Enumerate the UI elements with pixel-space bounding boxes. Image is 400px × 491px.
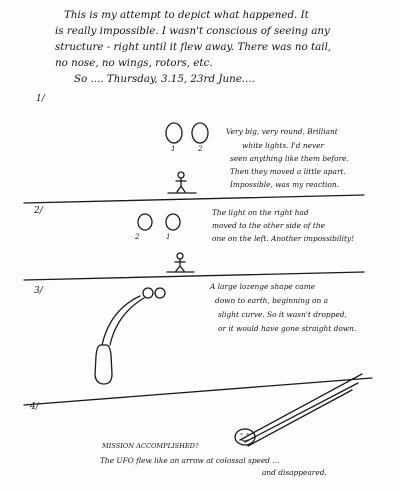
caption-line: slight curve. So it wasn't dropped,: [218, 310, 347, 319]
light-label: 2: [135, 233, 140, 241]
caption-line: moved to the other side of the: [212, 221, 325, 230]
panel-number: 4/: [30, 402, 39, 412]
caption-line: Very big, very round, Brilliant: [226, 127, 338, 136]
caption-line: A large lozenge shape came: [210, 282, 316, 291]
light-left: [138, 214, 152, 230]
light-left: [166, 123, 182, 143]
panel-number: 2/: [34, 206, 43, 216]
intro-line: structure - right until it flew away. There was no tail,: [55, 41, 332, 53]
stick-figure: [168, 172, 196, 193]
lozenge-shape: [95, 345, 112, 384]
light-right: [166, 214, 180, 230]
panel-number: 1/: [36, 94, 45, 104]
intro-line: is really impossible. I wasn't conscious of seeing any: [55, 25, 330, 37]
caption-line: MISSION ACCOMPLISHED?: [102, 442, 199, 450]
intro-line: This is my attempt to depict what happened. It: [64, 9, 309, 21]
caption-line: or it would have gone straight down.: [218, 324, 357, 333]
light-label: 1: [166, 233, 171, 241]
caption-line: Impossible, was my reaction.: [230, 180, 339, 189]
curved-trajectory: [102, 296, 140, 345]
light-label: 2: [198, 145, 203, 153]
light-right: [192, 123, 208, 143]
caption-line: The UFO flew like an arrow at colossal speed ...: [100, 456, 280, 465]
light-right: [155, 288, 165, 298]
caption-line: Then they moved a little apart.: [230, 167, 346, 176]
caption-line: down to earth, beginning on a: [215, 296, 329, 305]
intro-line: So .... Thursday, 3.15, 23rd June....: [74, 73, 255, 85]
caption-line: white lights. I'd never: [242, 141, 325, 150]
caption-line: The light on the right had: [212, 208, 309, 217]
caption-line: one on the left. Another impossibility!: [212, 234, 355, 243]
divider-line-3: [24, 378, 372, 405]
panel-number: 3/: [34, 286, 43, 296]
caption-line: seen anything like them before.: [230, 154, 349, 163]
intro-line: no nose, no wings, rotors, etc.: [55, 57, 213, 69]
light-left: [143, 288, 153, 298]
divider-line-2: [24, 272, 364, 280]
light-label: 1: [171, 145, 176, 153]
divider-line-1: [24, 195, 364, 203]
caption-line: and disappeared.: [262, 468, 327, 477]
stick-figure: [167, 253, 194, 272]
